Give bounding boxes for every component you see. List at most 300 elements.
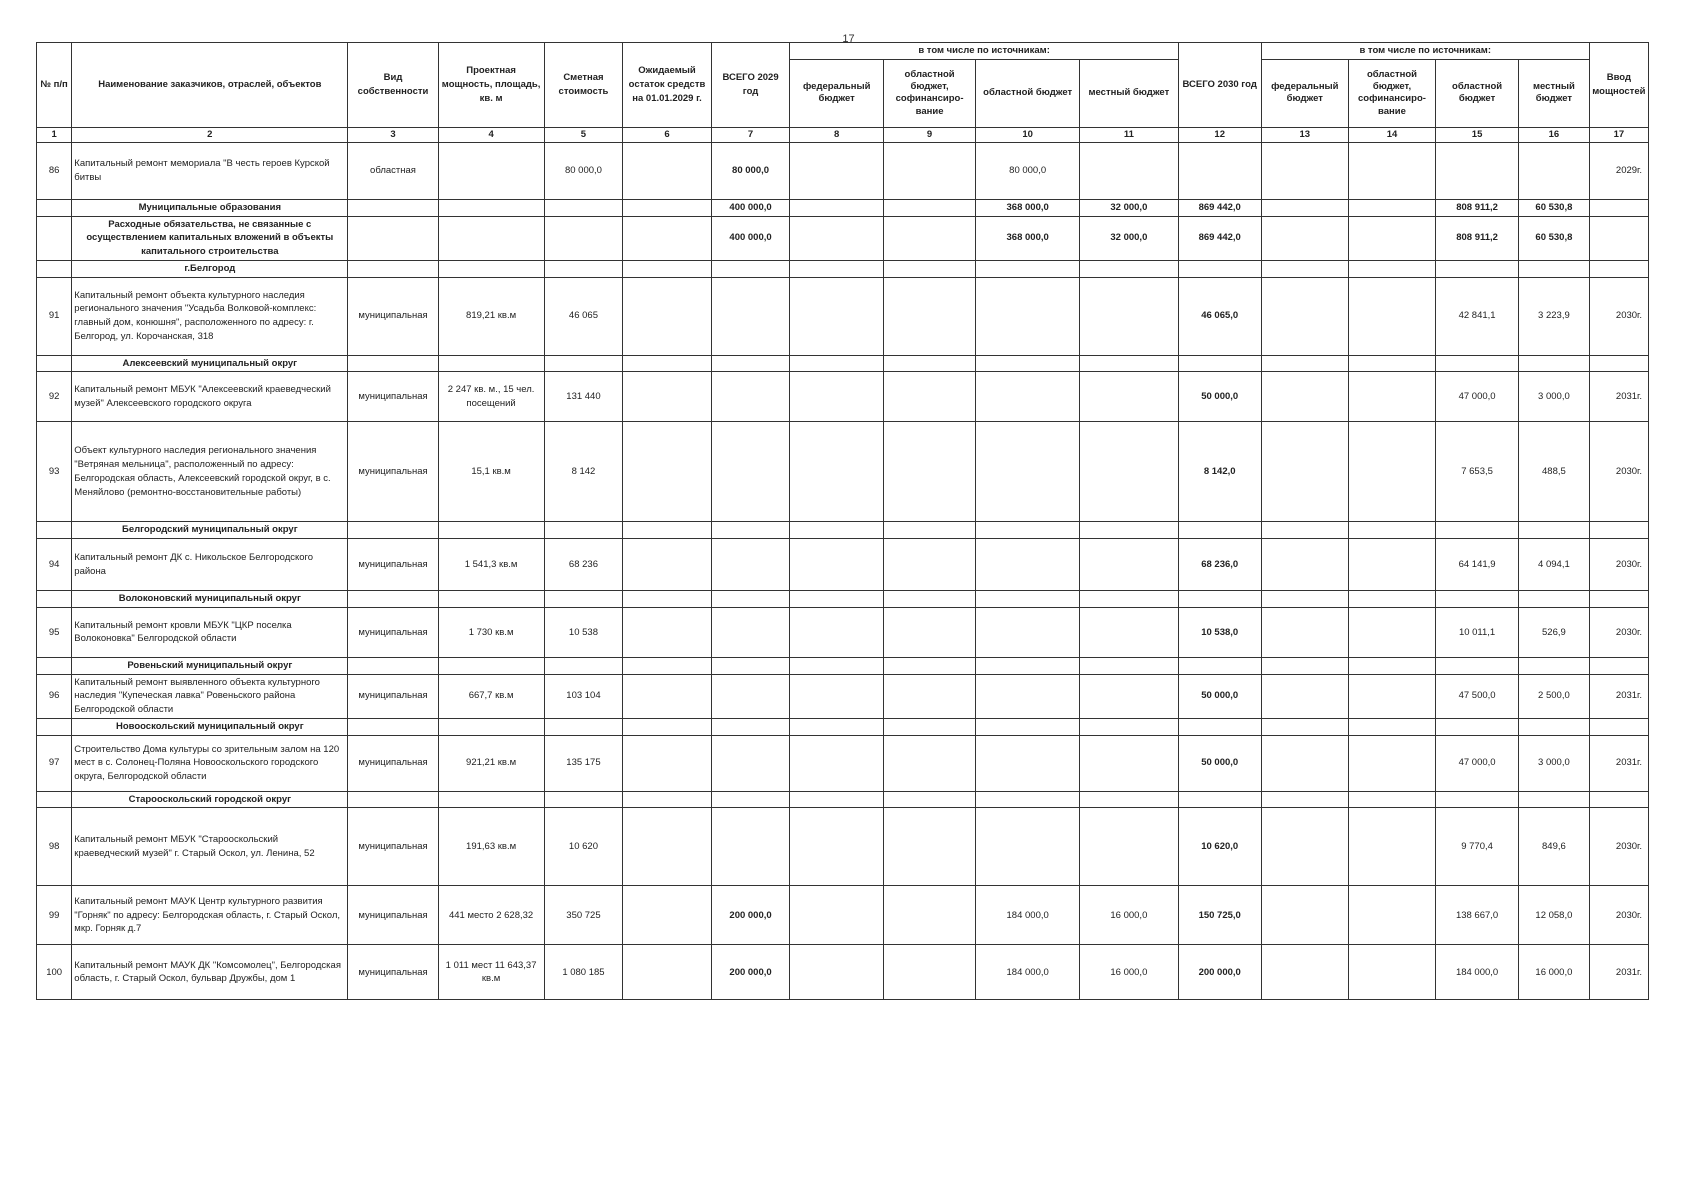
cofinance-2030 bbox=[1348, 607, 1435, 657]
federal-2030 bbox=[1261, 674, 1348, 718]
section-heading: Ровеньский муниципальный округ bbox=[72, 657, 348, 674]
local-2030: 488,5 bbox=[1519, 422, 1590, 522]
empty-cell bbox=[1080, 657, 1179, 674]
expected-remainder bbox=[623, 277, 711, 355]
header-total-2029: ВСЕГО 2029 год bbox=[711, 43, 790, 128]
expected-remainder bbox=[623, 735, 711, 791]
row-number: 94 bbox=[37, 539, 72, 591]
table-row bbox=[37, 422, 1649, 522]
estimated-cost: 46 065 bbox=[544, 277, 623, 355]
federal-2029 bbox=[790, 422, 883, 522]
cofinance-2029 bbox=[883, 607, 975, 657]
empty-cell bbox=[1589, 657, 1648, 674]
empty-cell bbox=[711, 657, 790, 674]
regional-2030: 7 653,5 bbox=[1436, 422, 1519, 522]
empty-cell bbox=[1348, 791, 1435, 808]
empty-cell bbox=[883, 260, 975, 277]
project-capacity: 1 730 кв.м bbox=[438, 607, 544, 657]
local-2029 bbox=[1080, 277, 1179, 355]
local-2029: 32 000,0 bbox=[1080, 199, 1179, 216]
total-2030: 150 725,0 bbox=[1178, 886, 1261, 945]
column-number: 10 bbox=[976, 127, 1080, 142]
empty-cell bbox=[1519, 791, 1590, 808]
estimated-cost: 8 142 bbox=[544, 422, 623, 522]
section-heading: Белгородский муниципальный округ bbox=[72, 522, 348, 539]
total-2030: 50 000,0 bbox=[1178, 735, 1261, 791]
federal-2029 bbox=[790, 539, 883, 591]
empty-cell bbox=[438, 260, 544, 277]
commissioning-year: 2031г. bbox=[1589, 735, 1648, 791]
object-name: Капитальный ремонт кровли МБУК "ЦКР поселка Волоконовка" Белгородской области bbox=[72, 607, 348, 657]
ownership-type: муниципальная bbox=[348, 372, 438, 422]
empty-cell bbox=[976, 791, 1080, 808]
cofinance-2030 bbox=[1348, 142, 1435, 199]
header-commissioning: Ввод мощностей bbox=[1589, 43, 1648, 128]
empty-cell bbox=[544, 199, 623, 216]
empty-cell bbox=[1589, 718, 1648, 735]
local-2030: 16 000,0 bbox=[1519, 945, 1590, 1000]
empty-cell bbox=[1589, 260, 1648, 277]
header-num: № п/п bbox=[37, 43, 72, 128]
total-2029 bbox=[711, 735, 790, 791]
row-number: 86 bbox=[37, 142, 72, 199]
cofinance-2029 bbox=[883, 372, 975, 422]
row-number: 100 bbox=[37, 945, 72, 1000]
column-number: 8 bbox=[790, 127, 883, 142]
regional-2029: 80 000,0 bbox=[976, 142, 1080, 199]
federal-2029 bbox=[790, 142, 883, 199]
empty-cell bbox=[438, 591, 544, 608]
project-capacity: 15,1 кв.м bbox=[438, 422, 544, 522]
page-number: 17 bbox=[842, 33, 855, 45]
column-number: 14 bbox=[1348, 127, 1435, 142]
empty-cell bbox=[348, 522, 438, 539]
regional-2029: 184 000,0 bbox=[976, 945, 1080, 1000]
empty-cell bbox=[711, 791, 790, 808]
object-name: Капитальный ремонт МАУК Центр культурного развития "Горняк" по адресу: Белгородская область, г. Старый Оскол, мкр. Горняк д.7 bbox=[72, 886, 348, 945]
budget-table-sheet bbox=[36, 42, 1649, 1000]
estimated-cost: 135 175 bbox=[544, 735, 623, 791]
regional-2030: 47 000,0 bbox=[1436, 372, 1519, 422]
regional-2030: 808 911,2 bbox=[1436, 199, 1519, 216]
local-2029 bbox=[1080, 808, 1179, 886]
cofinance-2029 bbox=[883, 539, 975, 591]
empty-cell bbox=[976, 591, 1080, 608]
empty-cell bbox=[790, 199, 883, 216]
total-label: Муниципальные образования bbox=[72, 199, 348, 216]
empty-cell bbox=[438, 657, 544, 674]
expected-remainder bbox=[623, 945, 711, 1000]
regional-2030: 138 667,0 bbox=[1436, 886, 1519, 945]
row-number: 97 bbox=[37, 735, 72, 791]
expected-remainder bbox=[623, 372, 711, 422]
empty-cell bbox=[1589, 355, 1648, 372]
total-2030: 46 065,0 bbox=[1178, 277, 1261, 355]
project-capacity: 819,21 кв.м bbox=[438, 277, 544, 355]
empty-cell bbox=[544, 791, 623, 808]
empty-cell bbox=[1261, 791, 1348, 808]
cofinance-2029 bbox=[883, 886, 975, 945]
empty-cell bbox=[1436, 657, 1519, 674]
column-number: 16 bbox=[1519, 127, 1590, 142]
commissioning-year: 2030г. bbox=[1589, 886, 1648, 945]
cofinance-2030 bbox=[1348, 735, 1435, 791]
total-2029 bbox=[711, 277, 790, 355]
empty-cell bbox=[544, 718, 623, 735]
column-number: 2 bbox=[72, 127, 348, 142]
empty-cell bbox=[623, 591, 711, 608]
commissioning-year: 2030г. bbox=[1589, 539, 1648, 591]
commissioning-year: 2031г. bbox=[1589, 674, 1648, 718]
header-local-2029: местный бюджет bbox=[1080, 59, 1179, 127]
total-2029 bbox=[711, 808, 790, 886]
object-name: Капитальный ремонт мемориала "В честь героев Курской битвы bbox=[72, 142, 348, 199]
column-number: 3 bbox=[348, 127, 438, 142]
column-number: 15 bbox=[1436, 127, 1519, 142]
total-2030: 8 142,0 bbox=[1178, 422, 1261, 522]
cofinance-2029 bbox=[883, 735, 975, 791]
total-2029 bbox=[711, 372, 790, 422]
federal-2030 bbox=[1261, 808, 1348, 886]
empty-cell bbox=[37, 355, 72, 372]
empty-cell bbox=[1436, 522, 1519, 539]
local-2029 bbox=[1080, 539, 1179, 591]
empty-cell bbox=[976, 522, 1080, 539]
total-2030: 869 442,0 bbox=[1178, 216, 1261, 260]
header-cost: Сметная стоимость bbox=[544, 43, 623, 128]
project-capacity: 1 541,3 кв.м bbox=[438, 539, 544, 591]
regional-2030: 9 770,4 bbox=[1436, 808, 1519, 886]
header-sources-2029: в том числе по источникам: bbox=[790, 43, 1178, 60]
empty-cell bbox=[790, 216, 883, 260]
project-capacity: 1 011 мест 11 643,37 кв.м bbox=[438, 945, 544, 1000]
column-number: 9 bbox=[883, 127, 975, 142]
section-heading: Волоконовский муниципальный округ bbox=[72, 591, 348, 608]
federal-2029 bbox=[790, 886, 883, 945]
empty-cell bbox=[790, 657, 883, 674]
local-2029 bbox=[1080, 735, 1179, 791]
object-name: Капитальный ремонт ДК с. Никольское Белгородского района bbox=[72, 539, 348, 591]
empty-cell bbox=[1436, 260, 1519, 277]
header-remainder: Ожидаемый остаток средств на 01.01.2029 г. bbox=[623, 43, 711, 128]
column-number: 1 bbox=[37, 127, 72, 142]
ownership-type: муниципальная bbox=[348, 607, 438, 657]
empty-cell bbox=[711, 522, 790, 539]
project-capacity: 921,21 кв.м bbox=[438, 735, 544, 791]
local-2029: 16 000,0 bbox=[1080, 886, 1179, 945]
section-row bbox=[37, 791, 1649, 808]
row-number: 91 bbox=[37, 277, 72, 355]
federal-2029 bbox=[790, 607, 883, 657]
empty-cell bbox=[1589, 199, 1648, 216]
expected-remainder bbox=[623, 539, 711, 591]
row-number: 95 bbox=[37, 607, 72, 657]
local-2030: 12 058,0 bbox=[1519, 886, 1590, 945]
commissioning-year: 2030г. bbox=[1589, 422, 1648, 522]
regional-2030: 42 841,1 bbox=[1436, 277, 1519, 355]
empty-cell bbox=[623, 199, 711, 216]
total-2029 bbox=[711, 539, 790, 591]
local-2030 bbox=[1519, 142, 1590, 199]
empty-cell bbox=[348, 718, 438, 735]
table-row bbox=[37, 735, 1649, 791]
empty-cell bbox=[1519, 657, 1590, 674]
cofinance-2030 bbox=[1348, 945, 1435, 1000]
cofinance-2029 bbox=[883, 277, 975, 355]
estimated-cost: 10 538 bbox=[544, 607, 623, 657]
table-body bbox=[37, 142, 1649, 1000]
expected-remainder bbox=[623, 422, 711, 522]
expected-remainder bbox=[623, 808, 711, 886]
empty-cell bbox=[1178, 260, 1261, 277]
federal-2029 bbox=[790, 372, 883, 422]
empty-cell bbox=[623, 216, 711, 260]
local-2029 bbox=[1080, 674, 1179, 718]
empty-cell bbox=[348, 591, 438, 608]
cofinance-2030 bbox=[1348, 539, 1435, 591]
empty-cell bbox=[544, 522, 623, 539]
empty-cell bbox=[544, 657, 623, 674]
section-row bbox=[37, 522, 1649, 539]
empty-cell bbox=[348, 355, 438, 372]
budget-table bbox=[36, 42, 1649, 1000]
empty-cell bbox=[790, 791, 883, 808]
total-row bbox=[37, 216, 1649, 260]
empty-cell bbox=[438, 791, 544, 808]
expected-remainder bbox=[623, 886, 711, 945]
federal-2030 bbox=[1261, 886, 1348, 945]
regional-2029 bbox=[976, 808, 1080, 886]
table-row bbox=[37, 945, 1649, 1000]
regional-2030: 10 011,1 bbox=[1436, 607, 1519, 657]
total-2029 bbox=[711, 674, 790, 718]
section-heading: г.Белгород bbox=[72, 260, 348, 277]
table-row bbox=[37, 372, 1649, 422]
ownership-type: муниципальная bbox=[348, 945, 438, 1000]
estimated-cost: 131 440 bbox=[544, 372, 623, 422]
empty-cell bbox=[438, 199, 544, 216]
estimated-cost: 1 080 185 bbox=[544, 945, 623, 1000]
empty-cell bbox=[711, 591, 790, 608]
section-heading: Старооскольский городской округ bbox=[72, 791, 348, 808]
local-2029: 32 000,0 bbox=[1080, 216, 1179, 260]
object-name: Капитальный ремонт объекта культурного наследия регионального значения "Усадьба Волковой-комплекс: главный дом, конюшня", расположенного по адресу: г. Белгород, ул. Корочанская, 318 bbox=[72, 277, 348, 355]
empty-cell bbox=[1080, 718, 1179, 735]
empty-cell bbox=[883, 718, 975, 735]
regional-2029 bbox=[976, 674, 1080, 718]
total-2029 bbox=[711, 422, 790, 522]
total-2030: 10 620,0 bbox=[1178, 808, 1261, 886]
empty-cell bbox=[544, 260, 623, 277]
cofinance-2030 bbox=[1348, 422, 1435, 522]
column-number: 12 bbox=[1178, 127, 1261, 142]
estimated-cost: 350 725 bbox=[544, 886, 623, 945]
empty-cell bbox=[1080, 522, 1179, 539]
section-heading: Новооскольский муниципальный округ bbox=[72, 718, 348, 735]
regional-2029 bbox=[976, 735, 1080, 791]
empty-cell bbox=[1348, 199, 1435, 216]
empty-cell bbox=[976, 657, 1080, 674]
local-2030: 3 000,0 bbox=[1519, 372, 1590, 422]
empty-cell bbox=[711, 355, 790, 372]
table-row bbox=[37, 607, 1649, 657]
regional-2029 bbox=[976, 539, 1080, 591]
empty-cell bbox=[1178, 657, 1261, 674]
project-capacity: 2 247 кв. м., 15 чел. посещений bbox=[438, 372, 544, 422]
empty-cell bbox=[976, 260, 1080, 277]
ownership-type: муниципальная bbox=[348, 539, 438, 591]
column-number: 5 bbox=[544, 127, 623, 142]
header-federal-2029: федеральный бюджет bbox=[790, 59, 883, 127]
local-2029 bbox=[1080, 142, 1179, 199]
row-number: 96 bbox=[37, 674, 72, 718]
regional-2029 bbox=[976, 607, 1080, 657]
total-2029 bbox=[711, 607, 790, 657]
empty-cell bbox=[37, 260, 72, 277]
empty-cell bbox=[1178, 355, 1261, 372]
empty-cell bbox=[1261, 591, 1348, 608]
empty-cell bbox=[1178, 718, 1261, 735]
local-2030: 849,6 bbox=[1519, 808, 1590, 886]
total-2029: 400 000,0 bbox=[711, 216, 790, 260]
header-name: Наименование заказчиков, отраслей, объектов bbox=[72, 43, 348, 128]
regional-2030: 64 141,9 bbox=[1436, 539, 1519, 591]
empty-cell bbox=[623, 355, 711, 372]
object-name: Строительство Дома культуры со зрительным залом на 120 мест в с. Солонец-Поляна Новооскольского городского округа, Белгородской области bbox=[72, 735, 348, 791]
total-2030: 68 236,0 bbox=[1178, 539, 1261, 591]
expected-remainder bbox=[623, 674, 711, 718]
cofinance-2029 bbox=[883, 674, 975, 718]
empty-cell bbox=[37, 591, 72, 608]
empty-cell bbox=[1348, 355, 1435, 372]
empty-cell bbox=[1178, 591, 1261, 608]
estimated-cost: 80 000,0 bbox=[544, 142, 623, 199]
empty-cell bbox=[1178, 791, 1261, 808]
empty-cell bbox=[1436, 355, 1519, 372]
column-number: 11 bbox=[1080, 127, 1179, 142]
commissioning-year: 2031г. bbox=[1589, 945, 1648, 1000]
regional-2030 bbox=[1436, 142, 1519, 199]
cofinance-2030 bbox=[1348, 674, 1435, 718]
empty-cell bbox=[438, 718, 544, 735]
empty-cell bbox=[790, 718, 883, 735]
section-row bbox=[37, 355, 1649, 372]
ownership-type: муниципальная bbox=[348, 735, 438, 791]
header-capacity: Проектная мощность, площадь, кв. м bbox=[438, 43, 544, 128]
empty-cell bbox=[883, 591, 975, 608]
empty-cell bbox=[1080, 260, 1179, 277]
total-2030: 200 000,0 bbox=[1178, 945, 1261, 1000]
table-row bbox=[37, 277, 1649, 355]
empty-cell bbox=[1261, 216, 1348, 260]
total-2030: 50 000,0 bbox=[1178, 674, 1261, 718]
empty-cell bbox=[1519, 355, 1590, 372]
cofinance-2029 bbox=[883, 422, 975, 522]
section-row bbox=[37, 591, 1649, 608]
column-number: 6 bbox=[623, 127, 711, 142]
empty-cell bbox=[1348, 657, 1435, 674]
cofinance-2030 bbox=[1348, 808, 1435, 886]
empty-cell bbox=[1261, 718, 1348, 735]
federal-2029 bbox=[790, 277, 883, 355]
cofinance-2030 bbox=[1348, 886, 1435, 945]
cofinance-2030 bbox=[1348, 372, 1435, 422]
row-number: 98 bbox=[37, 808, 72, 886]
empty-cell bbox=[37, 199, 72, 216]
empty-cell bbox=[883, 216, 975, 260]
section-row bbox=[37, 657, 1649, 674]
section-heading: Алексеевский муниципальный округ bbox=[72, 355, 348, 372]
local-2029 bbox=[1080, 422, 1179, 522]
empty-cell bbox=[623, 791, 711, 808]
regional-2030: 808 911,2 bbox=[1436, 216, 1519, 260]
empty-cell bbox=[623, 718, 711, 735]
local-2030: 3 223,9 bbox=[1519, 277, 1590, 355]
estimated-cost: 10 620 bbox=[544, 808, 623, 886]
table-row bbox=[37, 886, 1649, 945]
empty-cell bbox=[1080, 791, 1179, 808]
empty-cell bbox=[1080, 591, 1179, 608]
empty-cell bbox=[1519, 522, 1590, 539]
section-row bbox=[37, 718, 1649, 735]
regional-2029: 368 000,0 bbox=[976, 216, 1080, 260]
column-number-row bbox=[37, 127, 1649, 142]
local-2029: 16 000,0 bbox=[1080, 945, 1179, 1000]
empty-cell bbox=[883, 657, 975, 674]
empty-cell bbox=[438, 216, 544, 260]
ownership-type: муниципальная bbox=[348, 277, 438, 355]
empty-cell bbox=[976, 355, 1080, 372]
empty-cell bbox=[37, 718, 72, 735]
empty-cell bbox=[1080, 355, 1179, 372]
empty-cell bbox=[711, 260, 790, 277]
expected-remainder bbox=[623, 142, 711, 199]
empty-cell bbox=[1261, 355, 1348, 372]
empty-cell bbox=[37, 657, 72, 674]
empty-cell bbox=[1519, 591, 1590, 608]
local-2030: 60 530,8 bbox=[1519, 216, 1590, 260]
cofinance-2029 bbox=[883, 142, 975, 199]
empty-cell bbox=[1261, 522, 1348, 539]
ownership-type: муниципальная bbox=[348, 808, 438, 886]
regional-2030: 184 000,0 bbox=[1436, 945, 1519, 1000]
project-capacity bbox=[438, 142, 544, 199]
federal-2029 bbox=[790, 945, 883, 1000]
header-cofinance-2029: областной бюджет, софинансиро-вание bbox=[883, 59, 975, 127]
total-2029: 200 000,0 bbox=[711, 886, 790, 945]
empty-cell bbox=[1436, 791, 1519, 808]
cofinance-2030 bbox=[1348, 277, 1435, 355]
object-name: Капитальный ремонт МБУК "Алексеевский краеведческий музей" Алексеевского городского округа bbox=[72, 372, 348, 422]
total-2030: 10 538,0 bbox=[1178, 607, 1261, 657]
local-2030: 4 094,1 bbox=[1519, 539, 1590, 591]
federal-2029 bbox=[790, 735, 883, 791]
local-2030: 526,9 bbox=[1519, 607, 1590, 657]
empty-cell bbox=[1436, 591, 1519, 608]
empty-cell bbox=[348, 216, 438, 260]
section-row bbox=[37, 260, 1649, 277]
empty-cell bbox=[1348, 260, 1435, 277]
regional-2029 bbox=[976, 372, 1080, 422]
federal-2030 bbox=[1261, 422, 1348, 522]
cofinance-2029 bbox=[883, 945, 975, 1000]
commissioning-year: 2030г. bbox=[1589, 808, 1648, 886]
empty-cell bbox=[1589, 591, 1648, 608]
empty-cell bbox=[1589, 522, 1648, 539]
empty-cell bbox=[976, 718, 1080, 735]
federal-2029 bbox=[790, 808, 883, 886]
column-number: 7 bbox=[711, 127, 790, 142]
